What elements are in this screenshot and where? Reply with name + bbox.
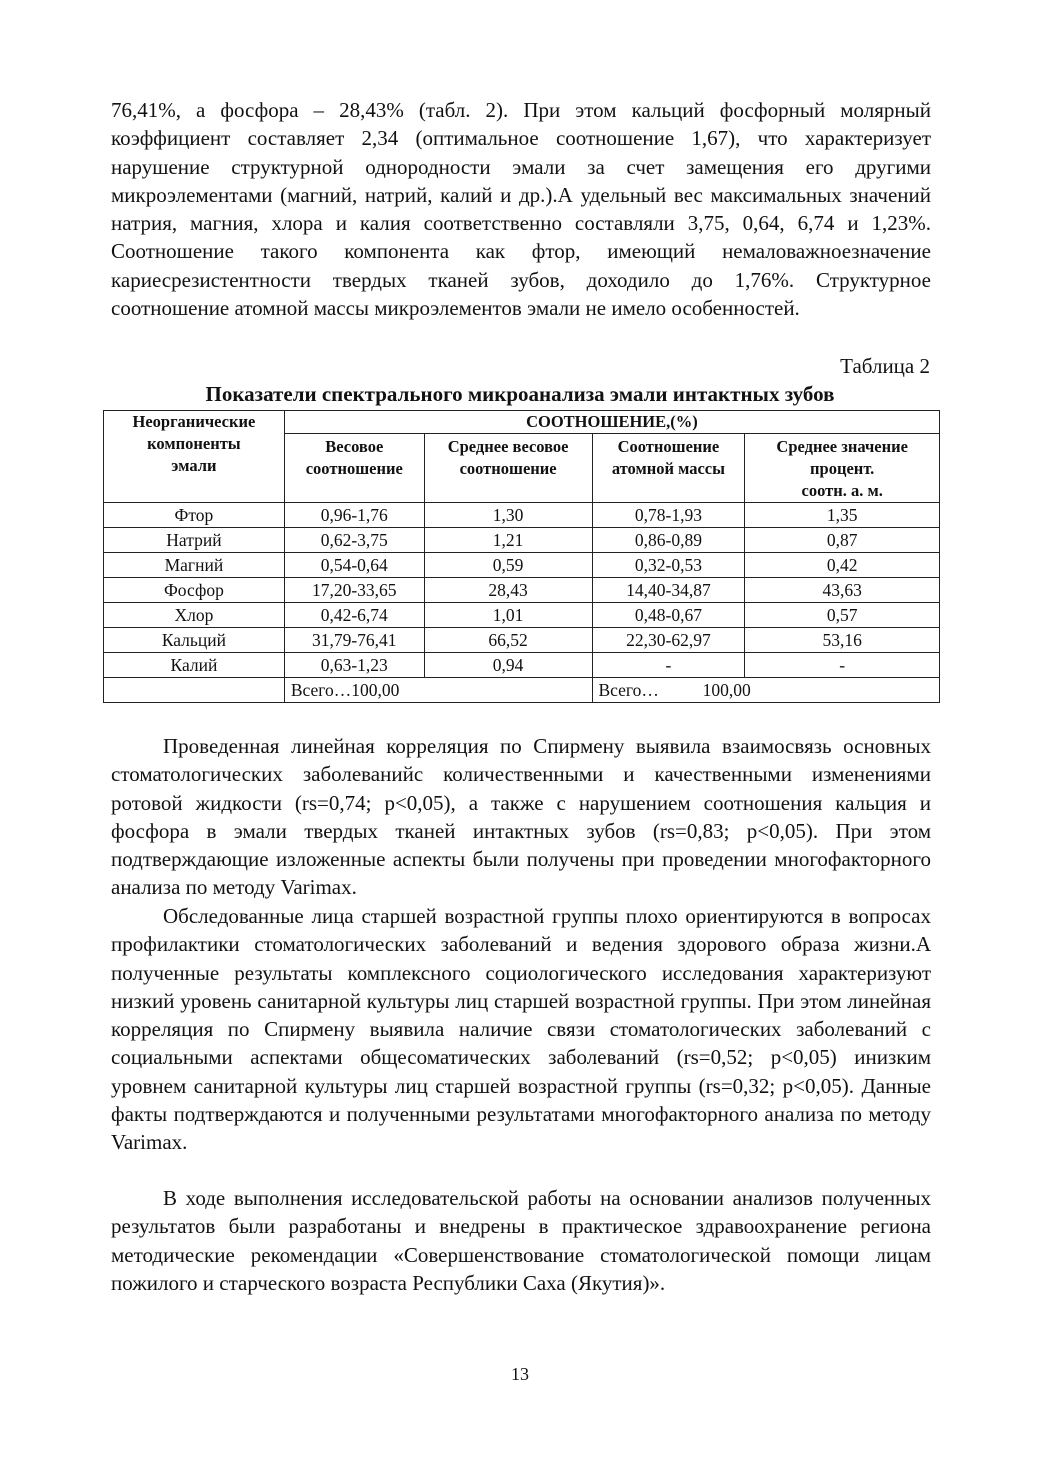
- table-row: Натрий 0,62-3,75 1,21 0,86-0,89 0,87: [104, 528, 940, 553]
- table-row: Фтор 0,96-1,76 1,30 0,78-1,93 1,35: [104, 503, 940, 528]
- table-total-row: [104, 678, 940, 703]
- header-ratio-group: СООТНОШЕНИЕ,(%): [284, 411, 939, 434]
- page-number: 13: [511, 1364, 529, 1384]
- table-label: Таблица 2: [840, 354, 930, 378]
- header-weight-ratio: Весовое соотношение: [284, 434, 424, 503]
- table-title: Показатели спектрального микроанализа эмали интактных зубов: [205, 382, 835, 406]
- header-avg-atomic-percent: Среднее значение процент. соотн. а. м.: [745, 434, 940, 503]
- header-avg-weight-ratio: Среднее весовое соотношение: [424, 434, 592, 503]
- table-row: Магний 0,54-0,64 0,59 0,32-0,53 0,42: [104, 553, 940, 578]
- paragraph-1: 76,41%, а фосфора – 28,43% (табл. 2). При этом кальций фосфорный молярный коэффициент составляет 2,34 (оптимальное соотношение 1,67), что характеризует нарушение структурной однородности эмали за счет замещения его другими микроэлементами (магний, натрий, калий и др.).А удельный вес максимальных значений натрия, магния, хлора и калия соответственно составляли 3,75, 0,64, 6,74 и 1,23%. Соотношение такого компонента как фтор, имеющий немаловажноезначение кариесрезистентности твердых тканей зубов, доходило до 1,76%. Структурное соотношение атомной массы микроэлементов эмали не имело особенностей.: [111, 98, 931, 321]
- header-components: Неорганические компоненты эмали: [104, 411, 285, 503]
- paragraph-4: В ходе выполнения исследовательской работы на основании анализов полученных результатов были разработаны и внедрены в практическое здравоохранение региона методические рекомендации «Совершенствование стоматологической помощи лицам пожилого и старческого возраста Республики Саха (Якутия)».: [111, 1186, 931, 1295]
- table-header-row-1: [104, 411, 940, 434]
- paragraph-2: Проведенная линейная корреляция по Спирмену выявила взаимосвязь основных стоматологических заболеванийс количественными и качественными изменениями ротовой жидкости (rs=0,74; p<0,05), а также с нарушением соотношения кальция и фосфора в эмали твердых тканей интактных зубов (rs=0,83; p<0,05). При этом подтверждающие изложенные аспекты были получены при проведении многофакторного анализа по методу Varimax.: [111, 734, 931, 900]
- paragraph-3: Обследованные лица старшей возрастной группы плохо ориентируются в вопросах профилактики стоматологических заболеваний и ведения здорового образа жизни.А полученные результаты комплексного социологического исследования характеризуют низкий уровень санитарной культуры лиц старшей возрастной группы. При этом линейная корреляция по Спирмену выявила наличие связи стоматологических заболеваний с социальными аспектами общесоматических заболеваний (rs=0,52; p<0,05) инизким уровнем санитарной культуры лиц старшей возрастной группы (rs=0,32; p<0,05). Данные факты подтверждаются и полученными результатами многофакторного анализа по методу Varimax.: [111, 904, 931, 1155]
- spectral-analysis-table: [103, 410, 940, 703]
- total-atomic: Всего… 100,00: [592, 678, 940, 703]
- header-atomic-mass-ratio: Соотношение атомной массы: [592, 434, 745, 503]
- total-weight: Всего…100,00: [284, 678, 592, 703]
- table-row: Калий 0,63-1,23 0,94 - -: [104, 653, 940, 678]
- table-row: Кальций 31,79-76,41 66,52 22,30-62,97 53,16: [104, 628, 940, 653]
- table-row: Хлор 0,42-6,74 1,01 0,48-0,67 0,57: [104, 603, 940, 628]
- table-row: Фосфор 17,20-33,65 28,43 14,40-34,87 43,63: [104, 578, 940, 603]
